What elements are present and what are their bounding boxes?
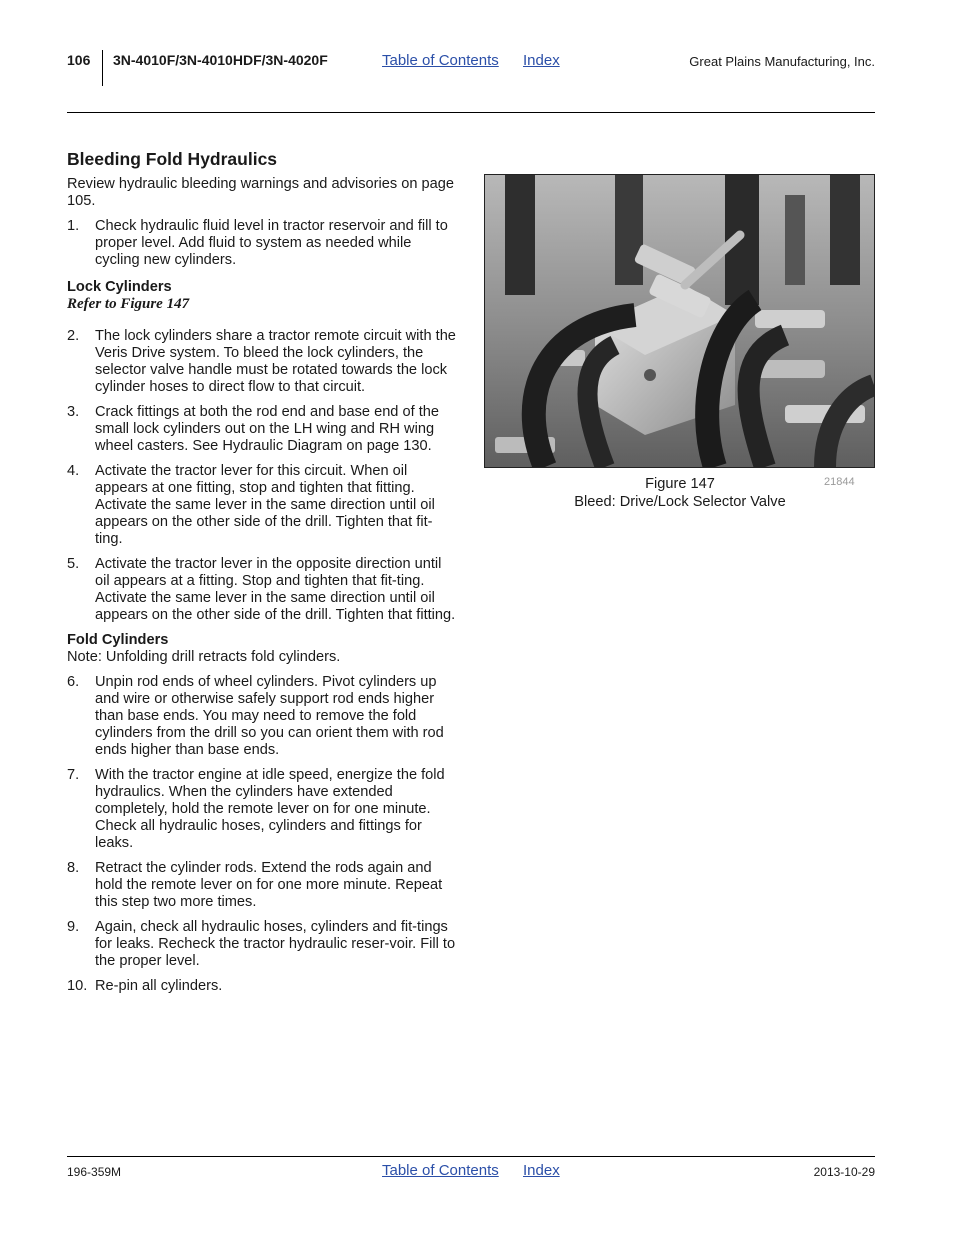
- model-title: 3N-4010F/3N-4010HDF/3N-4020F: [113, 52, 328, 68]
- fold-steps-list: [67, 674, 459, 995]
- publish-date: 2013-10-29: [813, 1165, 875, 1179]
- list-item: [67, 404, 459, 455]
- fold-cylinders-heading: Fold Cylinders: [67, 632, 169, 648]
- footer-rule: [67, 1156, 875, 1157]
- main-column: [67, 148, 459, 1003]
- header-rule: [67, 112, 875, 113]
- lock-steps-list: [67, 328, 459, 624]
- footer-index-link[interactable]: Index: [523, 1162, 560, 1179]
- step-number: 7.: [67, 767, 80, 783]
- figure-caption-text: Bleed: Drive/Lock Selector Valve: [574, 494, 786, 510]
- step-number: 5.: [67, 556, 80, 572]
- doc-number: 196-359M: [67, 1165, 122, 1179]
- figure-id: 21844: [824, 476, 855, 488]
- step-text: Check hydraulic fluid level in tractor reservoir and fill to proper level. Add fluid to system as needed while cycling new cylinders.: [95, 218, 448, 268]
- step-number: 6.: [67, 674, 80, 690]
- step-text: Activate the tractor lever in the opposite direction until oil appears at a fitting. Stop and tighten that fit-ting. Activate the same lever in the same direction until oil appears on the other side of the drill. Tighten that fitting.: [95, 556, 456, 623]
- list-item: [67, 674, 459, 759]
- lock-cylinders-heading: Lock Cylinders: [67, 279, 172, 295]
- list-item: [67, 767, 459, 852]
- intro-paragraph: Review hydraulic bleeding warnings and advisories on page 105.: [67, 176, 454, 209]
- figure-label: Figure 147: [645, 476, 715, 492]
- figure-reference: Refer to Figure 147: [67, 296, 190, 312]
- figure-caption: [484, 475, 876, 511]
- step-number: 3.: [67, 404, 80, 420]
- step-number: 2.: [67, 328, 80, 344]
- step-number: 9.: [67, 919, 80, 935]
- footer-toc-link[interactable]: Table of Contents: [382, 1162, 499, 1179]
- list-item: [67, 978, 459, 995]
- fold-note: Note: Unfolding drill retracts fold cylinders.: [67, 649, 341, 665]
- list-item: [67, 328, 459, 396]
- header-toc-link[interactable]: Table of Contents: [382, 52, 499, 69]
- header-divider: [102, 50, 103, 86]
- step-text: With the tractor engine at idle speed, energize the fold hydraulics. When the cylinders have extended completely, hold the remote lever on for one minute. Check all hydraulic hoses, cylinders and fittings for leaks.: [95, 767, 445, 851]
- list-item: [67, 919, 459, 970]
- selector-valve-illustration: [485, 175, 874, 467]
- step-text: Retract the cylinder rods. Extend the rods again and hold the remote lever on for one more minute. Repeat this step two more times.: [95, 860, 443, 910]
- step-text: Again, check all hydraulic hoses, cylinders and fit-tings for leaks. Recheck the tractor hydraulic reser-voir. Fill to the proper level.: [95, 919, 456, 969]
- list-item: [67, 860, 459, 911]
- page-number: 106: [67, 52, 91, 68]
- step-text: Crack fittings at both the rod end and base end of the small lock cylinders out on the LH wing and RH wing wheel casters. See Hydraulic Diagram on page 130.: [95, 404, 439, 454]
- header-index-link[interactable]: Index: [523, 52, 560, 69]
- step-text: Unpin rod ends of wheel cylinders. Pivot cylinders up and wire or otherwise safely support rod ends higher than base ends. You may need to remove the fold cylinders from the drill so you can orient them with rod ends higher than base ends.: [95, 674, 444, 758]
- list-item: [67, 218, 459, 269]
- step-text: Re-pin all cylinders.: [95, 978, 223, 994]
- step-number: 8.: [67, 860, 80, 876]
- list-item: [67, 556, 459, 624]
- step-text: Activate the tractor lever for this circuit. When oil appears at one fitting, stop and tighten that fitting. Activate the same lever in the same direction until oil appears on the other side of the drill. Tighten that fit-ting.: [95, 463, 435, 547]
- step-number: 10.: [67, 978, 88, 994]
- figure-photo: [484, 174, 875, 468]
- list-item: [67, 463, 459, 548]
- step-text: The lock cylinders share a tractor remote circuit with the Veris Drive system. To bleed the lock cylinders, the selector valve handle must be rotated towards the lock cylinder hoses to direct flow to that circuit.: [95, 328, 456, 395]
- company-name: Great Plains Manufacturing, Inc.: [689, 54, 875, 69]
- step-number: 4.: [67, 463, 80, 479]
- section-title: Bleeding Fold Hydraulics: [67, 149, 278, 169]
- step-number: 1.: [67, 218, 80, 234]
